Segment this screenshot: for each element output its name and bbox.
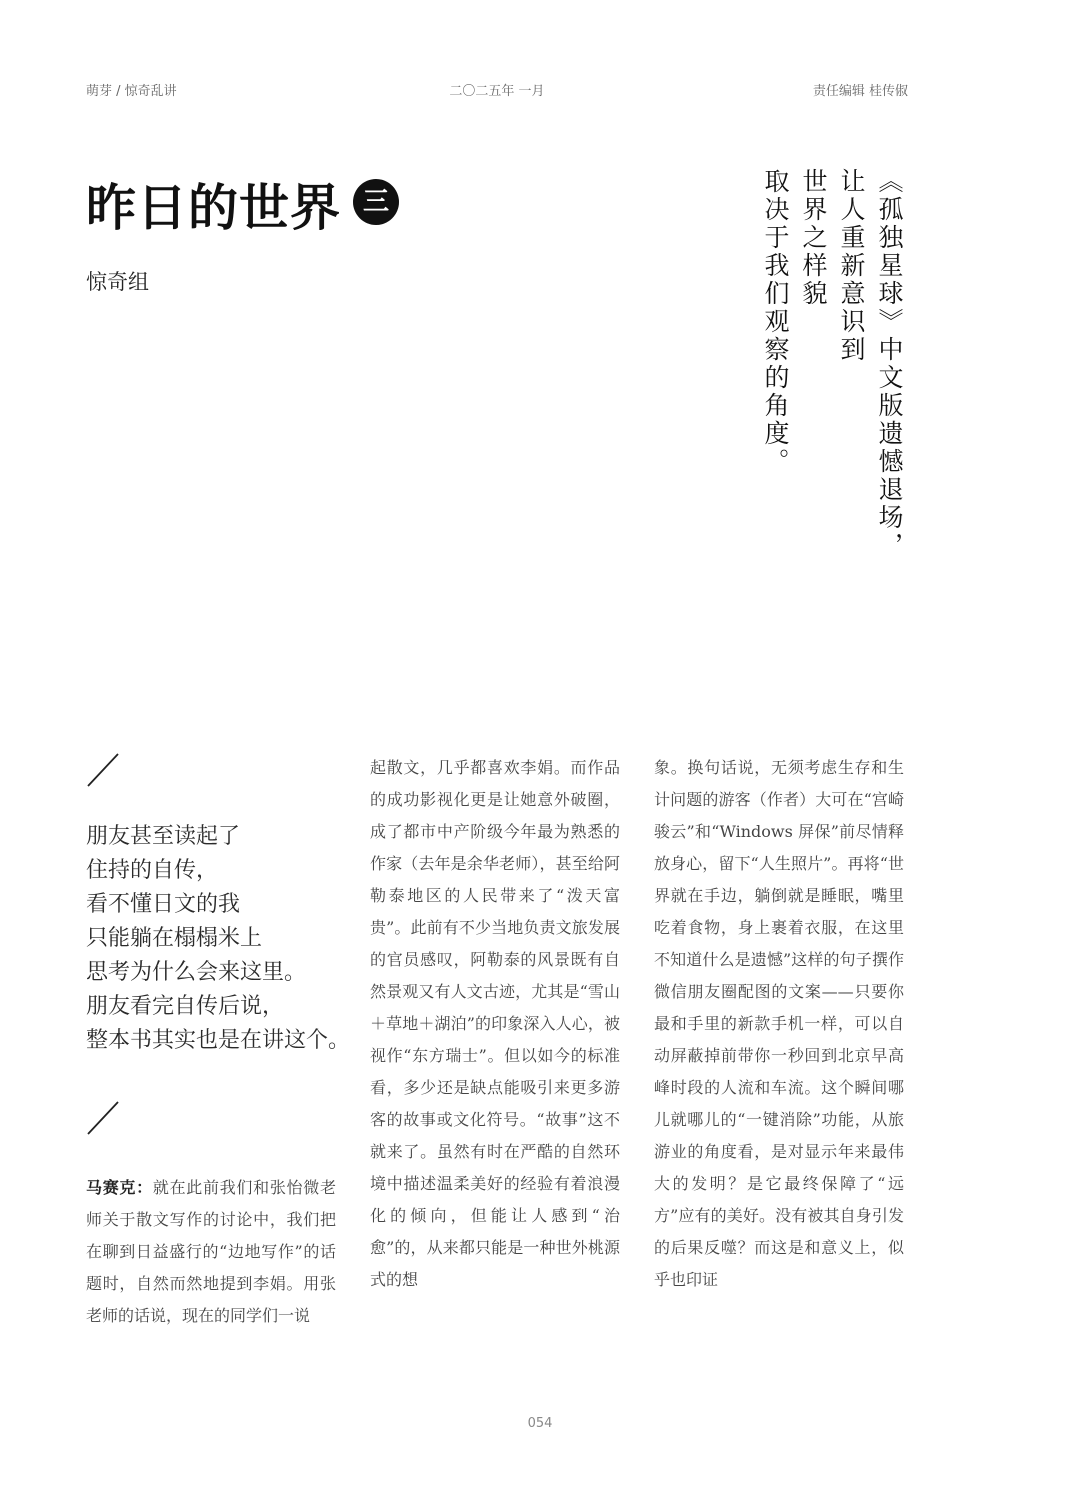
quote-line: 看不懂日文的我 — [86, 892, 241, 917]
header-section: 萌芽 / 惊奇乱讲 — [86, 84, 177, 99]
title-block — [86, 168, 399, 238]
quote-line: 住持的自传， — [86, 858, 219, 883]
body-text: 象。换句话说，无须考虑生存和生计问题的游客（作者）大可在“宫崎骏云”和“Windows 屏保”前尽情释放身心，留下“人生照片”。再将“世界就在手边，躺倒就是睡眠，嘴里吃着食物，身上裹着衣服，在这里不知道什么是遗憾”这样的句子撰作微信朋友圈配图的文案——只要你最和手里的新款手机一样，可以自动屏蔽掉前带你一秒回到北京早高峰时段的人流和车流。这个瞬间哪儿就哪儿的“一键消除”功能，从旅游业的角度看，是对显示年来最伟大的发明？是它最终保障了“远方”应有的美好。没有被其自身引发的后果反噬？而这是和意义上，似乎也印证 — [654, 758, 904, 1289]
article-title: 昨日的世界 — [86, 178, 341, 237]
body-column-2 — [370, 752, 620, 1372]
header-date: 二〇二五年 一月 — [449, 84, 545, 99]
pull-quote-line: 世界之样貌 — [799, 168, 828, 308]
quote-line: 整本书其实也是在讲这个。 — [86, 1028, 351, 1053]
pull-quote-line: 让人重新意识到 — [837, 168, 866, 364]
body-column-1 — [86, 1172, 336, 1372]
speaker-label: 马赛克： — [86, 1178, 153, 1197]
part-number-badge: 三 — [353, 179, 399, 225]
quote-line: 朋友甚至读起了 — [86, 824, 241, 849]
pull-quote-line: 取决于我们观察的角度。 — [761, 168, 790, 476]
page-number: 054 — [527, 1416, 553, 1431]
body-column-3 — [654, 752, 904, 1372]
article-author: 惊奇组 — [86, 270, 149, 294]
quote-line: 只能躺在榻榻米上 — [86, 926, 263, 951]
body-text: 就在此前我们和张怡微老师关于散文写作的讨论中，我们把在聊到日益盛行的“边地写作”的话题时，自然而然地提到李娟。用张老师的话说，现在的同学们一说 — [86, 1178, 336, 1325]
body-text: 起散文，几乎都喜欢李娟。而作品的成功影视化更是让她意外破圈，成了都市中产阶级今年最为熟悉的作家（去年是余华老师），甚至给阿勒泰地区的人民带来了“泼天富贵”。此前有不少当地负责文旅发展的官员感叹，阿勒泰的风景既有自然景观又有人文古迹，尤其是“雪山＋草地＋湖泊”的印象深入人心，被视作“东方瑞士”。但以如今的标准看，多少还是缺点能吸引来更多游客的故事或文化符号。“故事”这不就来了。虽然有时在严酷的自然环境中描述温柔美好的经验有着浪漫化的倾向，但能让人感到“治愈”的，从来都只能是一种世外桃源式的想 — [370, 758, 620, 1289]
quote-line: 朋友看完自传后说， — [86, 994, 285, 1019]
slash-divider-icon — [86, 1100, 120, 1136]
running-header — [86, 80, 908, 102]
slash-divider-icon — [86, 752, 120, 788]
pull-quote-line: 《孤独星球》中文版遗憾退场， — [875, 168, 904, 560]
quote-line: 思考为什么会来这里。 — [86, 960, 307, 985]
quote-block — [86, 820, 356, 1058]
header-editor: 责任编辑 桂传俶 — [812, 84, 908, 99]
